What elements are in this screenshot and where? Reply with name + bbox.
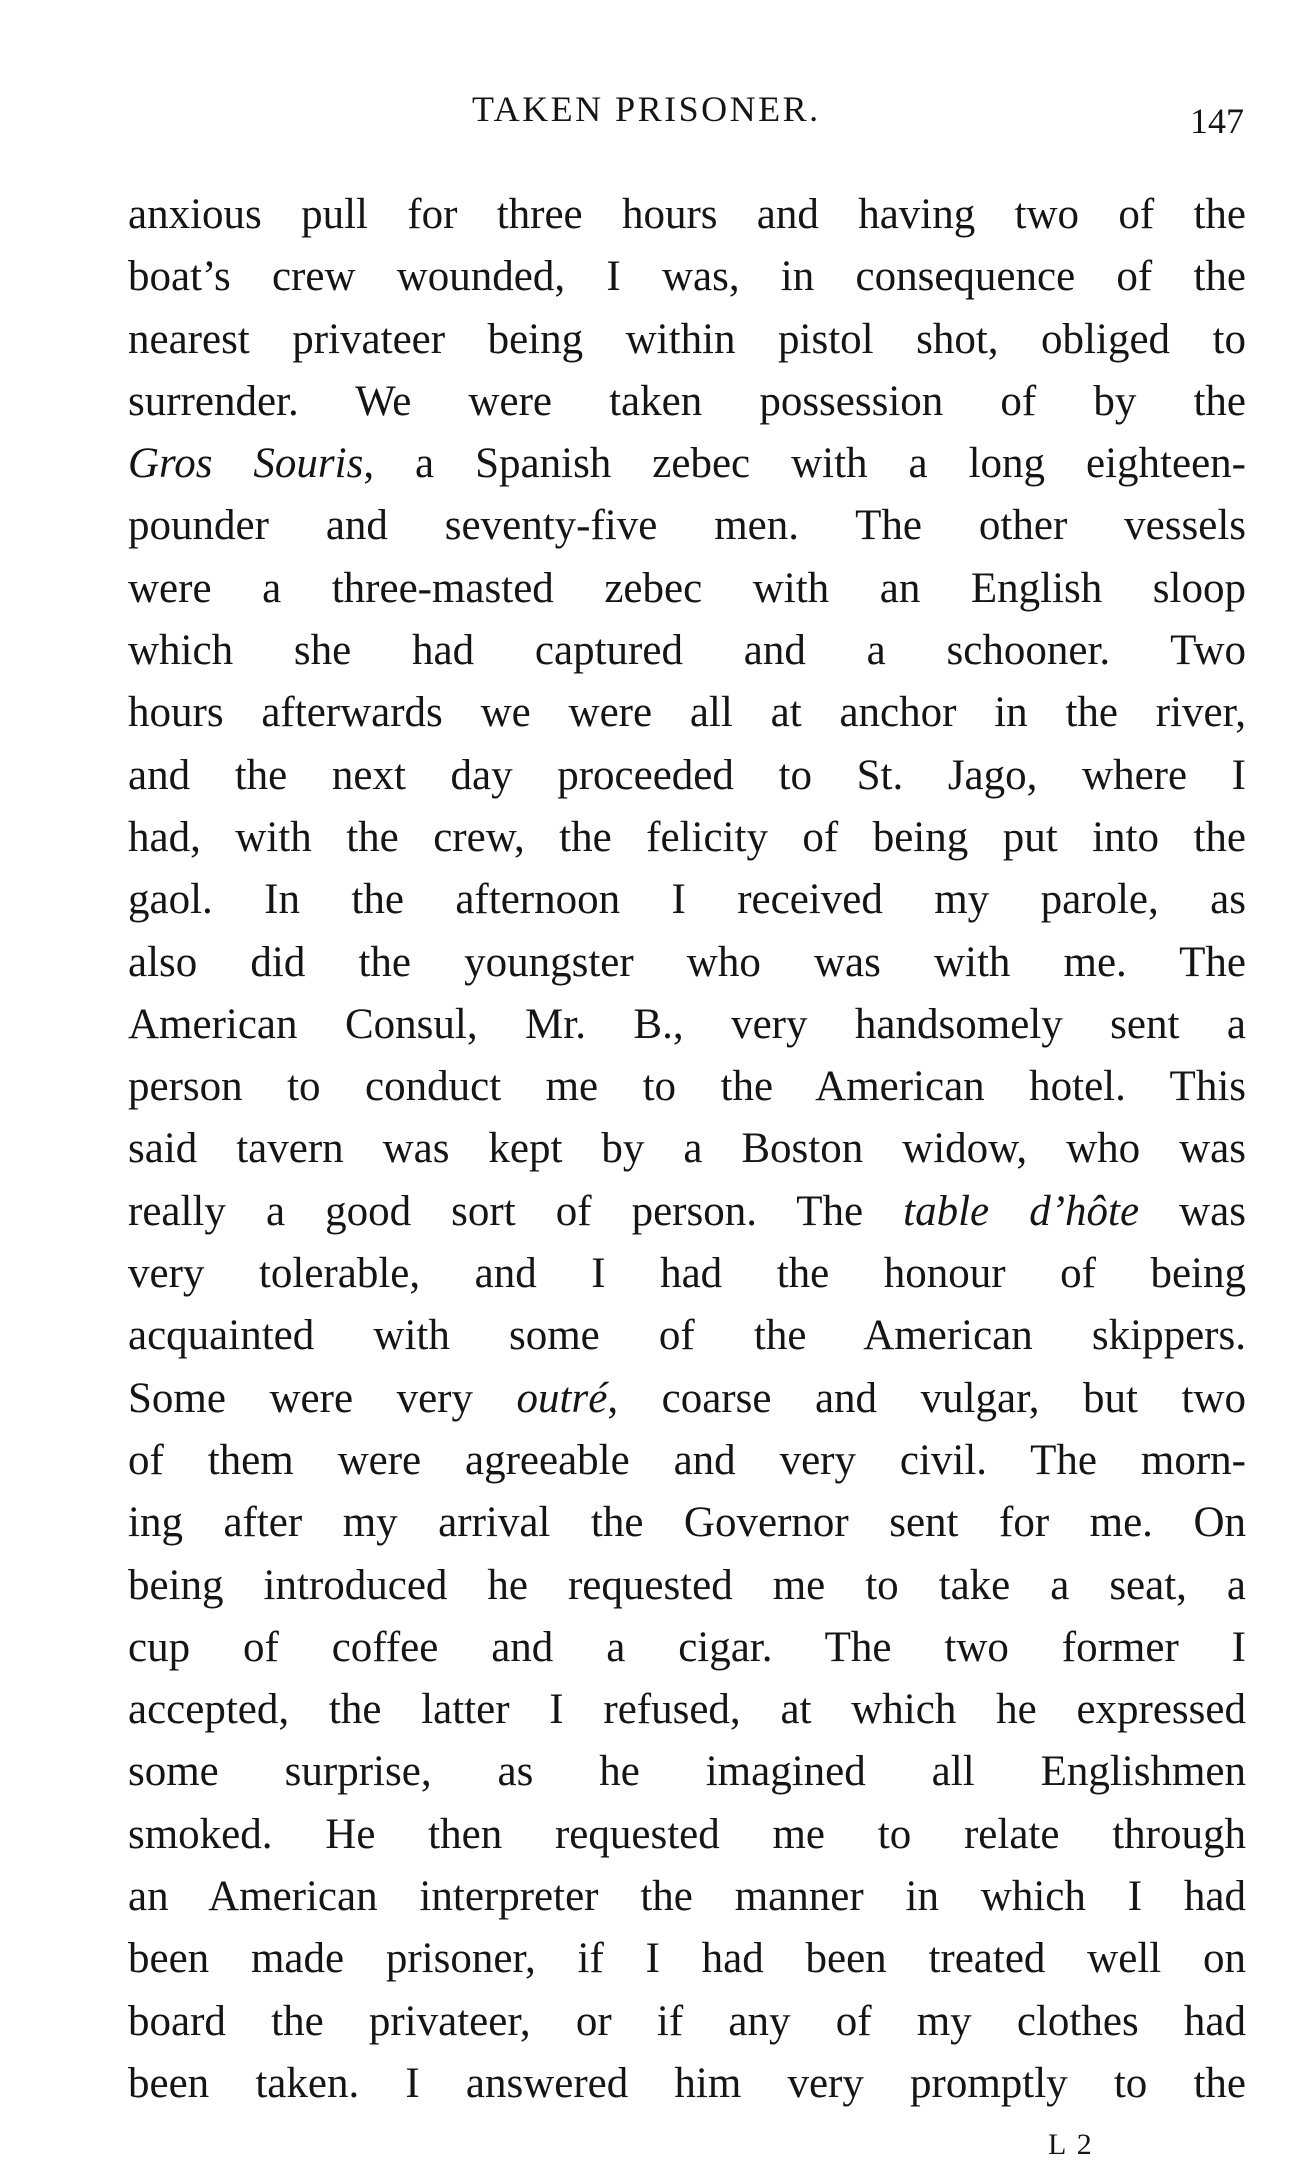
text-line <box>128 1181 1246 1243</box>
text-line <box>128 1368 1246 1430</box>
text-line <box>128 495 1246 557</box>
text-line <box>128 682 1246 744</box>
text-line <box>128 807 1246 869</box>
text-line <box>128 932 1246 994</box>
running-head <box>0 88 1302 148</box>
text-line <box>128 1430 1246 1492</box>
text-segment: pounder and seventy-five men. The other vessels <box>128 502 1246 550</box>
text-segment: nearest privateer being within pistol shot, obliged to <box>128 315 1246 363</box>
text-line <box>128 433 1246 495</box>
text-line <box>128 1866 1246 1928</box>
text-line <box>128 1617 1246 1679</box>
text-segment: gaol. In the afternoon I received my parole, as <box>128 876 1246 924</box>
text-line <box>128 184 1246 246</box>
italic-text: Gros Souris <box>128 440 364 488</box>
text-segment: said tavern was kept by a Boston widow, who was <box>128 1125 1246 1173</box>
text-line <box>128 1555 1246 1617</box>
text-segment: hours afterwards we were all at anchor in the river, <box>128 689 1246 737</box>
text-line <box>128 309 1246 371</box>
text-segment: , coarse and vulgar, but two <box>607 1374 1246 1422</box>
text-line <box>128 1118 1246 1180</box>
text-line <box>128 1056 1246 1118</box>
text-segment: , a Spanish zebec with a long eighteen- <box>363 440 1246 488</box>
text-segment: was <box>1139 1187 1246 1235</box>
text-line <box>128 2053 1246 2115</box>
text-segment: really a good sort of person. The <box>128 1187 904 1235</box>
text-line <box>128 1741 1246 1803</box>
text-segment: cup of coffee and a cigar. The two former I <box>128 1623 1246 1671</box>
text-line <box>128 1679 1246 1741</box>
text-segment: of them were agreeable and very civil. The morn- <box>128 1436 1246 1484</box>
text-segment: American Consul, Mr. B., very handsomely sent a <box>128 1000 1246 1048</box>
text-segment: boat’s crew wounded, I was, in consequence of the <box>128 253 1246 301</box>
text-segment: accepted, the latter I refused, at which he expressed <box>128 1686 1246 1734</box>
text-line <box>128 1243 1246 1305</box>
page-number: 147 <box>1190 101 1244 141</box>
text-segment: ing after my arrival the Governor sent for me. On <box>128 1499 1246 1547</box>
signature-mark: L 2 <box>1048 2128 1094 2161</box>
text-line <box>128 994 1246 1056</box>
text-line <box>128 620 1246 682</box>
text-segment: been taken. I answered him very promptly to the <box>128 2059 1246 2107</box>
text-line <box>128 1928 1246 1990</box>
text-segment: acquainted with some of the American skippers. <box>128 1312 1246 1360</box>
text-segment: board the privateer, or if any of my clothes had <box>128 1997 1246 2045</box>
text-segment: had, with the crew, the felicity of being put into the <box>128 813 1246 861</box>
text-segment: and the next day proceeded to St. Jago, where I <box>128 751 1246 799</box>
text-line <box>128 745 1246 807</box>
text-segment: were a three-masted zebec with an English sloop <box>128 564 1246 612</box>
text-line <box>128 1305 1246 1367</box>
text-line <box>128 1492 1246 1554</box>
text-segment: smoked. He then requested me to relate through <box>128 1810 1246 1858</box>
text-segment: anxious pull for three hours and having two of the <box>128 191 1246 238</box>
text-line <box>128 371 1246 433</box>
text-segment: surrender. We were taken possession of by the <box>128 377 1246 425</box>
text-line <box>128 1991 1246 2053</box>
text-line <box>128 246 1246 308</box>
text-segment: which she had captured and a schooner. Two <box>128 627 1246 675</box>
text-segment: Some were very <box>128 1374 517 1422</box>
text-line <box>128 1804 1246 1866</box>
text-segment: an American interpreter the manner in which I had <box>128 1873 1246 1921</box>
italic-text: table d’hôte <box>903 1187 1140 1235</box>
text-line <box>128 869 1246 931</box>
text-segment: some surprise, as he imagined all Englishmen <box>128 1748 1246 1796</box>
running-title: TAKEN PRISONER. <box>472 89 821 129</box>
text-segment: also did the youngster who was with me. The <box>128 938 1246 986</box>
body-text <box>128 184 1246 2115</box>
text-line <box>128 558 1246 620</box>
text-segment: person to conduct me to the American hotel. This <box>128 1063 1246 1111</box>
text-segment: very tolerable, and I had the honour of being <box>128 1250 1246 1298</box>
text-segment: being introduced he requested me to take a seat, a <box>128 1561 1246 1609</box>
italic-text: outré <box>516 1374 608 1422</box>
text-segment: been made prisoner, if I had been treated well on <box>128 1935 1246 1983</box>
